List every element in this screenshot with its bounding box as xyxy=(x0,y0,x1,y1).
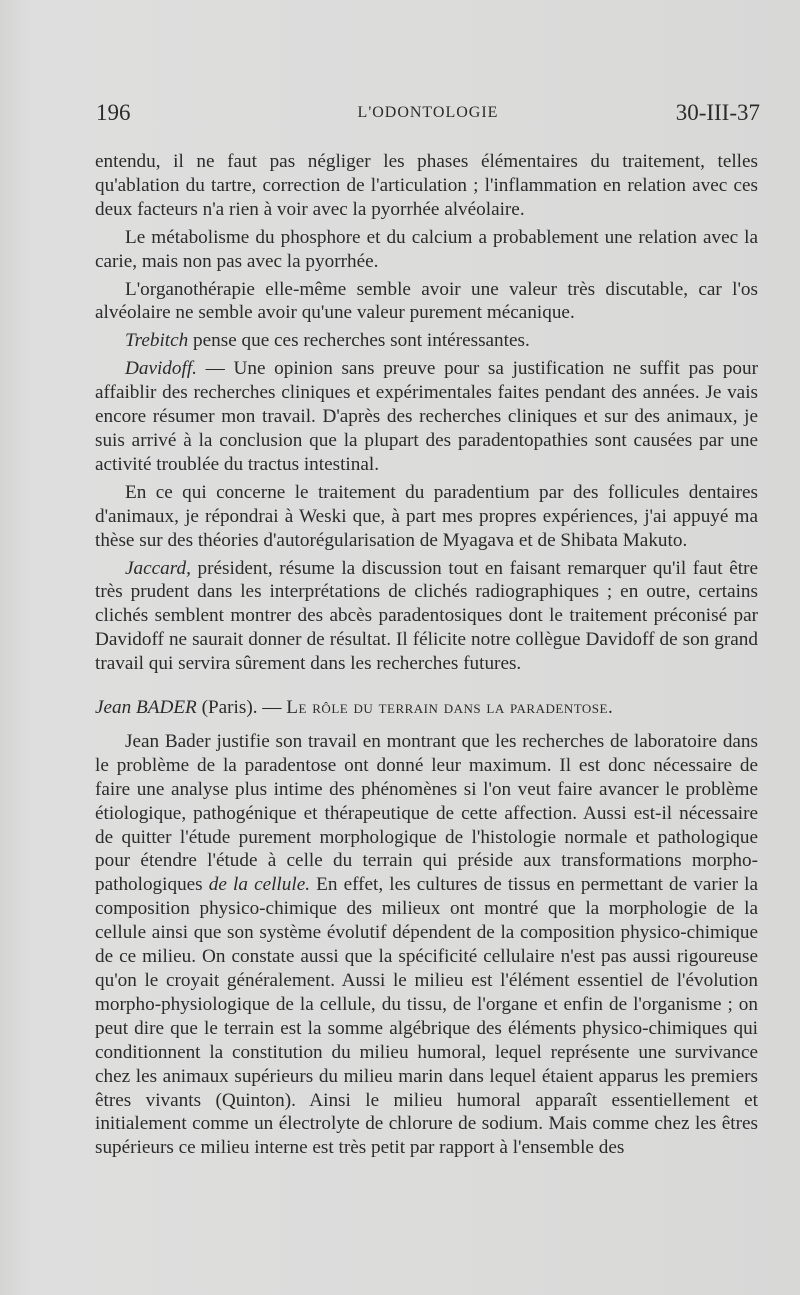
paragraph xyxy=(95,357,758,477)
speaker-name: Trebitch xyxy=(125,330,189,352)
paragraph: L'organothérapie elle-même semble avoir une valeur très discutable, car l'os alvéolaire ne semble avoir qu'une valeur purement mécanique. xyxy=(95,278,758,324)
paragraph: entendu, il ne faut pas négliger les phases élémentaires du traitement, telles qu'ablation du tartre, correction de l'articulation ; l'inflammation en relation avec ces deux facteurs n'a rien à voir avec la pyorrhée alvéolaire. xyxy=(95,151,758,220)
paragraph-text: En effet, les cultures de tissus en permettant de varier la composition physico-chimique des milieux ont montré que la morphologie de la cellule ainsi que son système évolutif dépendent de la composition physico-chimique de ce milieu. On constate aussi que la spécificité cellulaire n'est pas aussi rigoureuse qu'on le croyait généralement. Aussi le milieu est l'élément essentiel de l'évolution morpho-physiologique de la cellule, du tissu, de l'organe et enfin de l'organisme ; on peut dire que le terrain est la somme algébrique des éléments physico-chimiques qui conditionnent la constitution du milieu humoral, lequel représente une survivance chez les animaux supérieurs du milieu marin dans lequel étaient apparus les premiers êtres vivants (Quinton). Ainsi le milieu humoral apparaît essentiellement et initialement comme un électrolyte de chlorure de sodium. Mais comme chez les êtres supérieurs ce milieu interne est très petit par rapport à l'ensemble des xyxy=(95,874,759,1159)
paragraph: Le métabolisme du phosphore et du calcium a probablement une relation avec la carie, mais non pas avec la pyorrhée. xyxy=(95,226,758,272)
page-number: 196 xyxy=(96,100,131,125)
author-name: Jean BADER xyxy=(95,697,197,719)
paragraph xyxy=(95,557,758,677)
paragraph xyxy=(95,329,758,353)
speaker-name: Jaccard, xyxy=(125,557,191,579)
author-place: (Paris). — xyxy=(196,697,287,719)
journal-title: L'ODONTOLOGIE xyxy=(357,104,499,121)
paragraph-text: président, résume la discussion tout en faisant remarquer qu'il faut être très prudent dans les interprétations de clichés radiographiques ; en outre, certains clichés semblent montrer des abcès paradentosiques dont le traitement préconisé par Davidoff ne saurait donner de résultat. Il félicite notre collègue Davidoff de son grand travail qui servira sûrement dans les recherches futures. xyxy=(95,557,758,675)
paragraph: En ce qui concerne le traitement du paradentium par des follicules dentaires d'animaux, je répondrai à Weski que, à part mes propres expériences, j'ai appuyé ma thèse sur des théories d'autorégularisation de Myagava et de Shibata Makuto. xyxy=(95,481,758,551)
speaker-name: Davidoff. xyxy=(125,358,197,380)
issue-date: 30-III-37 xyxy=(675,100,760,125)
running-header xyxy=(96,100,760,132)
section-heading xyxy=(95,696,758,720)
article-body xyxy=(95,150,758,1164)
paragraph-text: pense que ces recherches sont intéressantes. xyxy=(188,330,530,352)
paragraph xyxy=(95,730,758,1160)
italic-phrase: de la cellule. xyxy=(208,874,311,896)
paragraph-text: Jean Bader justifie son travail en montrant que les recherches de laboratoire dans le problème de la paradentose ont donné leur maximum. Il est donc nécessaire de faire une analyse plus intime des phénomènes si l'on veut faire avancer le problème étiologique, pathogénique et thérapeutique de cette affection. Aussi est-il nécessaire de quitter l'étude purement morphologique de l'histologie normale et pathologique pour étendre l'étude à celle du terrain qui préside aux transformations morpho-pathologiques xyxy=(95,730,758,896)
paragraph-text: — Une opinion sans preuve pour sa justification ne suffit pas pour affaiblir des recherches cliniques et expérimentales faites pendant des années. Je vais encore résumer mon travail. D'après des recherches cliniques et sur des animaux, je suis arrivé à la conclusion que la plupart des paradentopathies sont causées par une activité troublée du tractus intestinal. xyxy=(95,358,758,475)
section-title: Le rôle du terrain dans la paradentose. xyxy=(286,697,614,719)
